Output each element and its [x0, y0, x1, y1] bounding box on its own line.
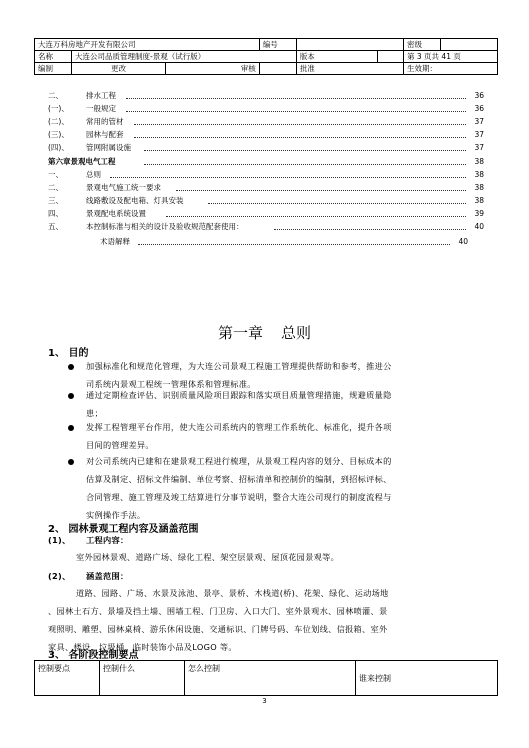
effective-label: 生效期： [404, 63, 498, 75]
subsection-number: (2)、 [48, 571, 71, 581]
toc-entry: 二、 排水工程 36 [48, 91, 484, 100]
subsection-number: (1)、 [48, 535, 71, 545]
toc-entry: 二、 景观电气施工统一要求 38 [48, 183, 484, 192]
bullet-paragraph: 通过定期检查评估、识别质量风险项目跟踪和落实项目质量管理措施，规避质量隐 患； [86, 390, 392, 418]
review-label: 审核 [165, 63, 259, 75]
version-label: 版本 [296, 51, 377, 63]
number-value [296, 39, 403, 51]
toc-entry: (二)、 常用的管材 37 [48, 117, 484, 126]
bullet-icon [68, 459, 74, 465]
compile-label: 编制 [35, 63, 72, 75]
name-label: 名称 [35, 51, 72, 63]
level-value [441, 39, 498, 51]
subsection-title: 涵盖范围： [86, 571, 129, 581]
bullet-icon [68, 393, 74, 399]
control-table-header: 怎么控制 [185, 661, 356, 696]
review-value [259, 63, 296, 75]
control-table [34, 660, 498, 696]
level-label: 密级 [404, 39, 441, 51]
control-table-header: 控制要点 [35, 661, 100, 696]
control-table-header: 控制什么 [100, 661, 185, 696]
toc-leader [166, 216, 466, 217]
section-heading: 1、 目的 [48, 348, 89, 359]
toc-leader [138, 244, 450, 245]
toc-chapter-entry: 第六章景观电气工程 38 [48, 157, 484, 166]
toc-entry: 三、 线路敷设及配电箱、灯具安装 38 [48, 196, 484, 205]
subsection-title: 工程内容： [86, 535, 129, 545]
page-info: 第 3 页共 41 页 [404, 51, 498, 63]
toc-leader [134, 137, 466, 138]
section-heading: 2、 园林景观工程内容及涵盖范围 [48, 524, 199, 535]
document-name: 大连公司品质管理制度-景观（试行版） [72, 51, 297, 63]
toc-entry: 四、 景观配电系统设置 39 [48, 209, 484, 218]
toc-leader [208, 203, 466, 204]
subsection-text: 道路、园路、广场、水景及泳池、景亭、景桥、木栈道(桥)、花架、绿化、运动场地 、园林土石方、景墙及挡土墙、围墙工程、门卫房、入口大门、室外景观水、园林喷灌、景 观照明、雕塑、园林桌椅、游乐休闲设施、交通标识、门牌号码、车位划线、信报箱、室外 家具、楼设、垃圾桶、临时装饰小品及LOGO 等。 [48, 588, 389, 652]
toc-leader [144, 164, 466, 165]
bullet-paragraph: 发挥工程管理平台作用，使大连公司系统内的管理工作系统化、标准化，提升各项 目间的管理差异。 [86, 422, 392, 450]
approve-label: 批准 [296, 63, 403, 75]
bullet-paragraph: 加强标准化和规范化管理，为大连公司景观工程施工管理提供帮助和参考，推进公 司系统内景观工程统一管理体系和管理标准。 [86, 361, 392, 389]
toc-leader [110, 177, 466, 178]
company-name: 大连万科房地产开发有限公司 [35, 39, 260, 51]
chapter-heading: 第一章 总则 [217, 324, 312, 342]
toc-entry: (一)、 一般规定 36 [48, 104, 484, 113]
section-heading: 3、 各阶段控制要点 [48, 650, 139, 661]
toc-entry: 一、 总则 38 [48, 170, 484, 179]
bullet-icon [68, 364, 74, 370]
bullet-icon [68, 425, 74, 431]
document-header-table [34, 38, 498, 75]
page-number: 3 [262, 697, 267, 705]
toc-entry: (四)、 管网附属设施 37 [48, 143, 484, 152]
number-label: 编号 [259, 39, 296, 51]
toc-entry: (三)、 园林与配套 37 [48, 130, 484, 139]
toc-leader [134, 124, 466, 125]
version-value [378, 51, 404, 63]
toc-leader [126, 98, 466, 99]
bullet-paragraph: 对公司系统内已建和在建景观工程进行梳理，从景观工程内容的划分、目标成本的 估算及制定、招标文件编制、单位考察、招标清单和控制价的编制，到招标评标、 合同管理、施工管理及竣工结算进行分事节说明，整合大连公司现行的制度流程与 实例操作手法。 [86, 456, 392, 520]
subsection-text: 室外园林景观、道路广场、绿化工程、架空层景观、屋顶花园景观等。 [76, 552, 340, 562]
toc-leader [126, 111, 466, 112]
control-table-header: 谁来控制 [356, 661, 498, 696]
toc-entry: 术语解释 40 [100, 237, 468, 246]
change-label: 更改 [72, 63, 166, 75]
toc-leader [274, 229, 466, 230]
toc-leader [144, 150, 466, 151]
toc-leader [176, 190, 466, 191]
toc-entry: 五、 本控制标准与相关的设计及验收规范配套使用： 40 [48, 222, 484, 231]
